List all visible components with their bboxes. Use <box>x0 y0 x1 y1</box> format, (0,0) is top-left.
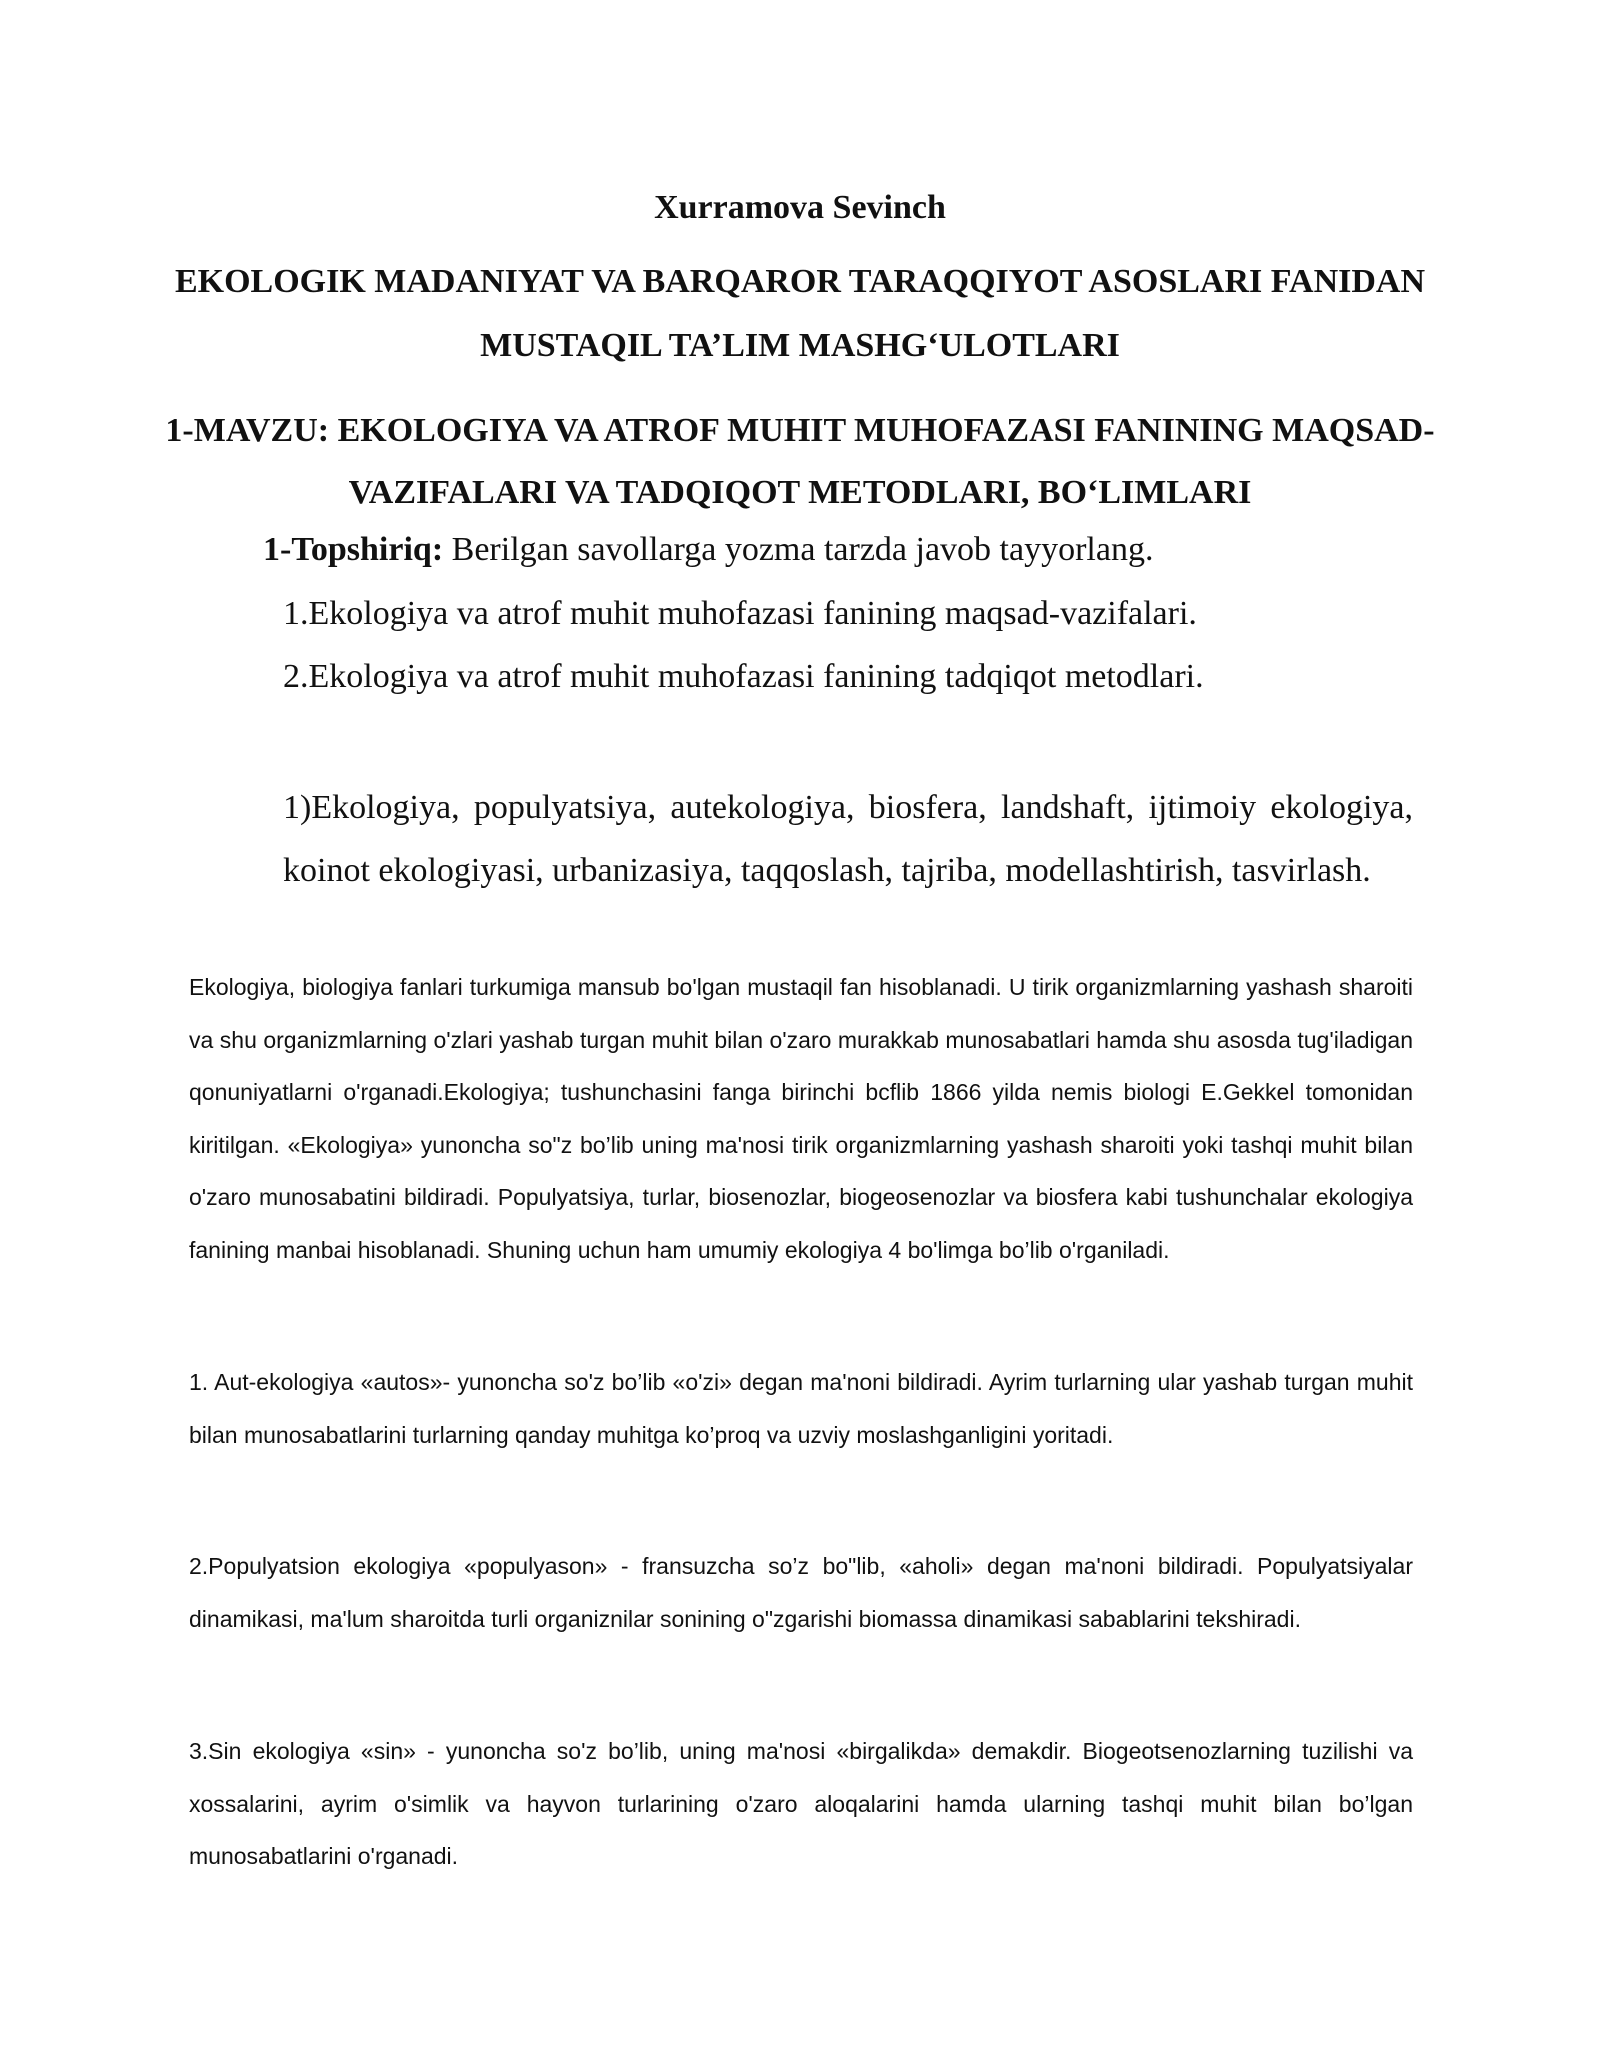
paragraph-ecology-intro: Ekologiya, biologiya fanlari turkumiga mansub bo'lgan mustaqil fan hisoblanadi. U tirik organizmlarning yashash sharoiti va shu organizmlarning o'zlari yashab turgan muhit bilan o'zaro murakkab munosabatlari hamda shu asosda tug'iladigan qonuniyatlarni o'rganadi.Ekologiya; tushunchasini fanga birinchi bcflib 1866 yilda nemis biologi E.Gekkel tomonidan kiritilgan. «Ekologiya» yunoncha so"z bo’lib uning ma'nosi tirik organizmlarning yashash sharoiti yoki tashqi muhit bilan o'zaro munosabatini bildiradi. Populyatsiya, turlar, biosenozlar, biogeosenozlar va biosfera kabi tushunchalar ekologiya fanining manbai hisoblanadi. Shuning uchun ham umumiy ekologiya 4 bo'limga bo’lib o'rganiladi. <box>189 974 1413 1263</box>
paragraph-synecology: 3.Sin ekologiya «sin» - yunoncha so'z bo’lib, uning ma'nosi «birgalikda» demakdir. Biogeotsenozlarning tuzilishi va xossalarini, ayrim o'simlik va hayvon turlarining o'zaro aloqalarini hamda ularning tashqi muhit bilan bo’lgan munosabatlarini o'rganadi. <box>189 1738 1413 1869</box>
keywords-paragraph: 1)Ekologiya, populyatsiya, autekologiya, biosfera, landshaft, ijtimoiy ekologiya, koinot ekologiyasi, urbanizasiya, taqqoslash, tajriba, modellashtirish, tasvirlash. <box>283 789 1413 889</box>
author-name: Xurramova Sevinch <box>654 189 946 226</box>
question-item: 2.Ekologiya va atrof muhit muhofazasi fanining tadqiqot metodlari. <box>283 658 1204 695</box>
paragraph-population-ecology: 2.Populyatsion ekologiya «populyason» - fransuzcha so’z bo"lib, «aholi» degan ma'noni bildiradi. Populyatsiyalar dinamikasi, ma'lum sharoitda turli organiznilar sonining o"zgarishi biomassa dinamikasi sabablarini tekshiradi. <box>189 1553 1413 1632</box>
document-title: EKOLOGIK MADANIYAT VA BARQAROR TARAQQIYOT ASOSLARI FANIDAN MUSTAQIL TA’LIM MASHG‘ULOTLARI <box>174 263 1426 364</box>
question-item: 1.Ekologiya va atrof muhit muhofazasi fanining maqsad-vazifalari. <box>283 595 1197 632</box>
paragraph-autecology: 1. Aut-ekologiya «autos»- yunoncha so'z bo’lib «o'zi» degan ma'noni bildiradi. Ayrim turlarning ular yashab turgan muhit bilan munosabatlarini turlarning qanday muhitga ko’proq va uzviy moslashganligini yoritadi. <box>189 1369 1413 1448</box>
task-line <box>263 528 1413 572</box>
topic-title: 1-MAVZU: EKOLOGIYA VA ATROF MUHIT MUHOFAZASI FANINING MAQSAD-VAZIFALARI VA TADQIQOT METODLARI, BO‘LIMLARI <box>165 412 1435 511</box>
task-text: Berilgan savollarga yozma tarzda javob tayyorlang. <box>443 531 1154 568</box>
task-label: 1-Topshiriq: <box>263 531 444 568</box>
